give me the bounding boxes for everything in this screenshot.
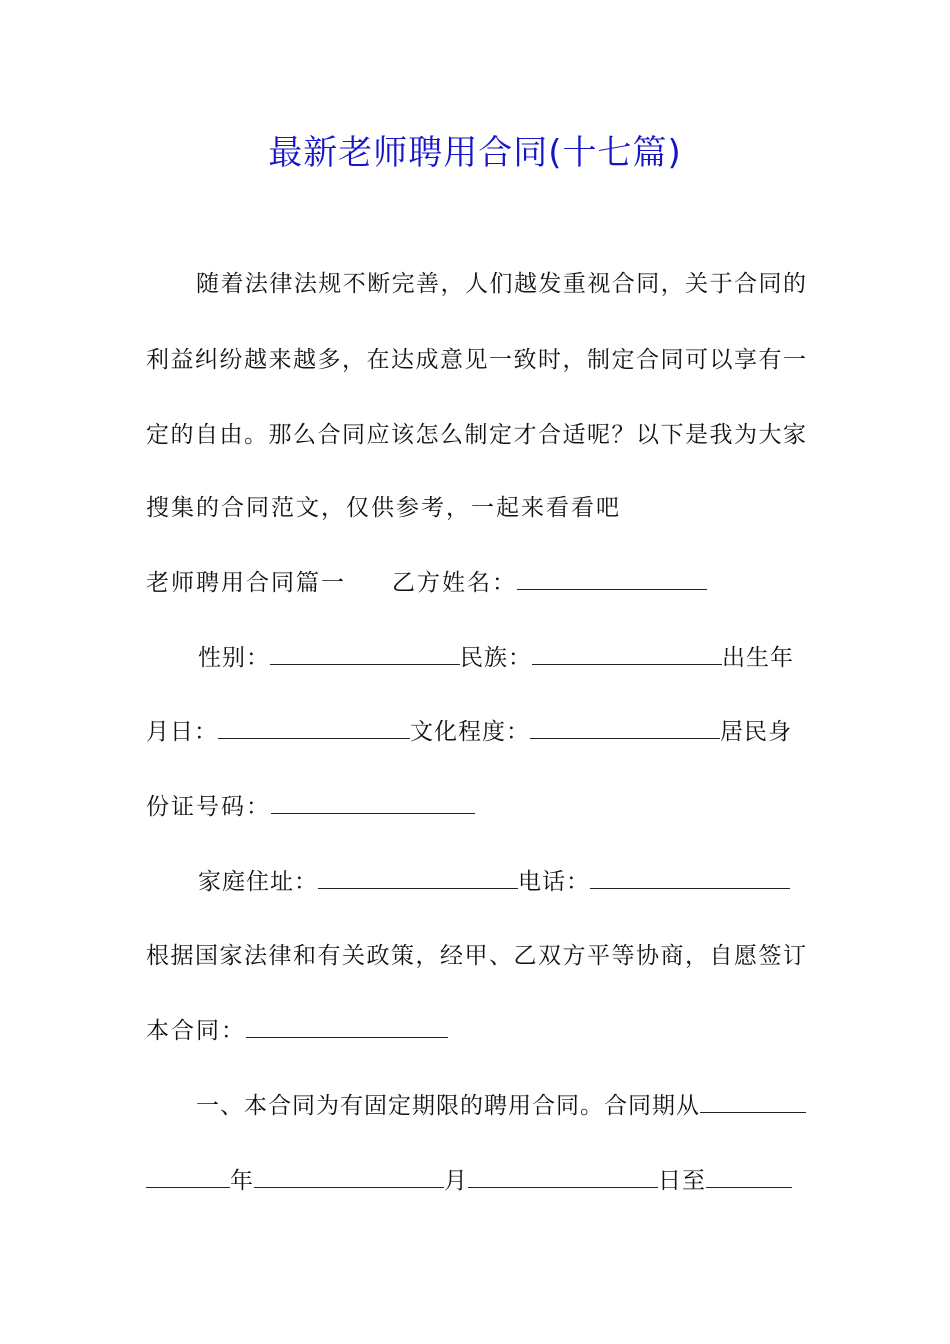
start-date-blank[interactable] — [700, 1088, 806, 1113]
birth-row — [146, 712, 806, 752]
birth-label-start: 出生年 — [722, 645, 794, 671]
phone-label: 电话： — [518, 869, 590, 895]
id-label-start: 居民身 — [720, 719, 792, 745]
year-label: 年 — [230, 1168, 254, 1194]
agreement-row — [146, 1011, 806, 1051]
education-blank[interactable] — [530, 714, 720, 739]
id-row — [146, 787, 806, 827]
clause-1-text: 一、本合同为有固定期限的聘用合同。合同期从 — [196, 1093, 700, 1119]
section-heading-row — [146, 563, 806, 603]
address-label: 家庭住址： — [198, 869, 318, 895]
ethnicity-blank[interactable] — [532, 640, 722, 665]
start-day-blank[interactable] — [468, 1163, 658, 1188]
id-label-end: 份证号码： — [146, 794, 271, 820]
clause-1-row — [196, 1086, 806, 1126]
end-date-blank[interactable] — [706, 1163, 792, 1188]
ethnicity-label: 民族： — [460, 645, 532, 671]
intro-line-4: 搜集的合同范文，仅供参考，一起来看看吧 — [146, 495, 621, 521]
birth-blank[interactable] — [218, 714, 410, 739]
gender-label: 性别： — [198, 645, 270, 671]
day-to-label: 日至 — [658, 1168, 706, 1194]
address-row — [198, 862, 806, 902]
agreement-blank[interactable] — [246, 1013, 448, 1038]
birth-label-end: 月日： — [146, 719, 218, 745]
phone-blank[interactable] — [590, 864, 790, 889]
section-heading: 老师聘用合同篇一 — [146, 570, 346, 596]
agreement-line-1: 根据国家法律和有关政策，经甲、乙双方平等协商，自愿签订 — [146, 943, 806, 969]
month-label: 月 — [444, 1168, 468, 1194]
name-label: 乙方姓名： — [392, 570, 517, 596]
education-label: 文化程度： — [410, 719, 530, 745]
id-blank[interactable] — [271, 789, 475, 814]
intro-line-1: 随着法律法规不断完善，人们越发重视合同，关于合同的 — [196, 271, 806, 297]
gender-row — [198, 638, 806, 678]
agreement-line-2: 本合同： — [146, 1018, 246, 1044]
document-title: 最新老师聘用合同(十七篇) — [268, 133, 682, 173]
clause-1-date-row — [146, 1161, 806, 1201]
start-month-blank[interactable] — [254, 1163, 444, 1188]
intro-line-3: 定的自由。那么合同应该怎么制定才合适呢？以下是我为大家 — [146, 422, 806, 448]
start-year-blank[interactable] — [146, 1163, 230, 1188]
address-blank[interactable] — [318, 864, 518, 889]
intro-line-2: 利益纠纷越来越多，在达成意见一致时，制定合同可以享有一 — [146, 347, 806, 373]
gender-blank[interactable] — [270, 640, 460, 665]
name-blank[interactable] — [517, 565, 707, 590]
